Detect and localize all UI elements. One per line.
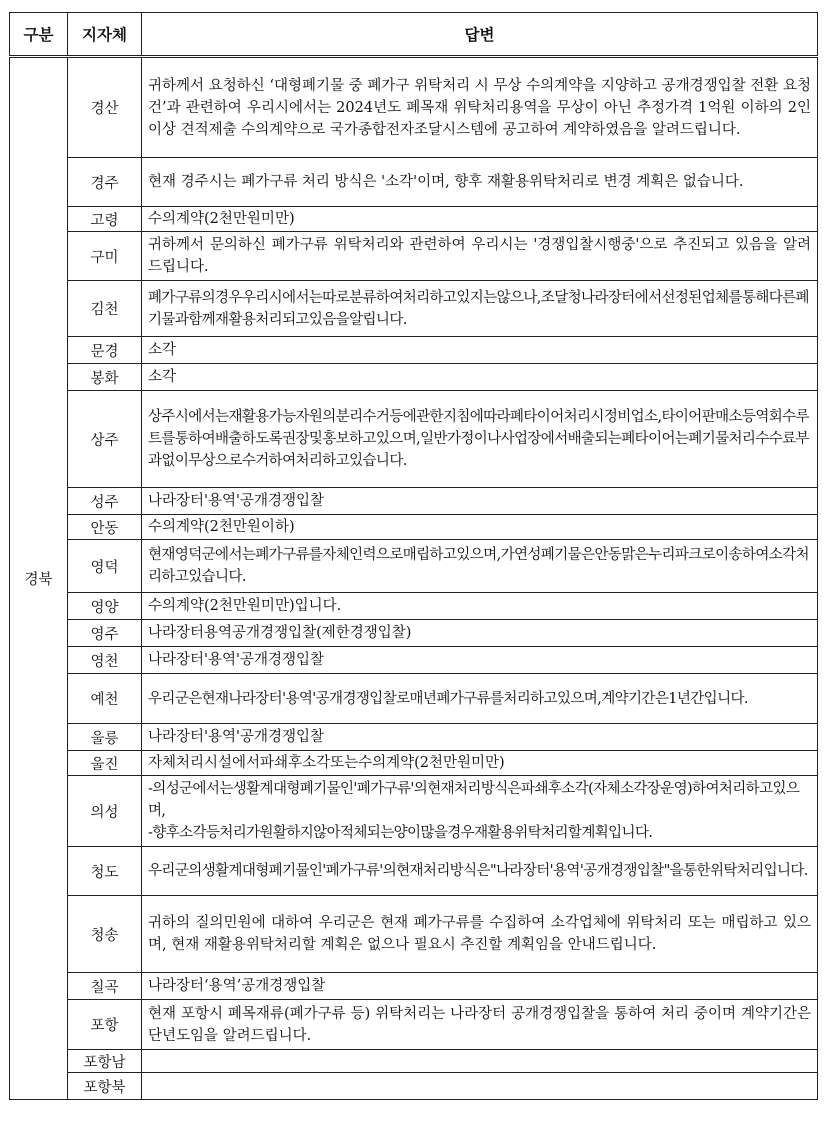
municipality-cell: 포항북	[68, 1073, 142, 1100]
table-row	[10, 1073, 818, 1100]
municipality-cell: 경주	[68, 158, 142, 207]
table-row	[10, 1050, 818, 1073]
municipality-cell: 안동	[68, 515, 142, 540]
answer-cell: 나라장터‘용역’공개경쟁입찰	[142, 973, 818, 1000]
answer-cell: 나라장터용역공개경쟁입찰(제한경쟁입찰)	[142, 620, 818, 647]
municipality-cell: 영주	[68, 620, 142, 647]
answer-cell: 나라장터'용역'공개경쟁입찰	[142, 647, 818, 674]
answer-cell: 귀하의 질의민원에 대하여 우리군은 현재 폐가구류를 수집하여 소각업체에 위탁처리 또는 매립하고 있으며, 현재 재활용위탁처리할 계획은 없으나 필요시 추진할 계획임을 안내드립니다.	[142, 896, 818, 973]
table-row	[10, 281, 818, 337]
municipality-cell: 구미	[68, 232, 142, 281]
table-row	[10, 515, 818, 540]
table-row	[10, 391, 818, 488]
municipality-cell: 문경	[68, 337, 142, 364]
answer-cell: 수의계약(2천만원미만)	[142, 207, 818, 232]
table-row	[10, 158, 818, 207]
answer-cell: 수의계약(2천만원미만)입니다.	[142, 593, 818, 620]
table-row	[10, 647, 818, 674]
header-row	[10, 13, 818, 57]
answer-cell: 우리군의생활계대형폐기물인'폐가구류'의현재처리방식은"나라장터'용역'공개경쟁입찰"을통한위탁처리입니다.	[142, 847, 818, 896]
municipality-cell: 포항	[68, 1000, 142, 1050]
answer-cell	[142, 1050, 818, 1073]
table-row	[10, 207, 818, 232]
municipality-cell: 청송	[68, 896, 142, 973]
municipality-cell: 의성	[68, 776, 142, 847]
municipality-cell: 포항남	[68, 1050, 142, 1073]
municipality-cell: 영양	[68, 593, 142, 620]
answer-cell: 소각	[142, 364, 818, 391]
answer-cell: -의성군에서는생활계대형폐기물인'폐가구류'의현재처리방식은파쇄후소각(자체소각장운영)하여처리하고있으며, -향후소각등처리가원활하지않아적체되는양이많을경우재활용위탁처리할계획입니다.	[142, 776, 818, 847]
table-row	[10, 232, 818, 281]
table-row	[10, 57, 818, 158]
table-row	[10, 776, 818, 847]
municipality-cell: 울진	[68, 751, 142, 776]
table-body	[10, 57, 818, 1100]
municipality-cell: 울릉	[68, 724, 142, 751]
answer-cell: 현재영덕군에서는폐가구류를자체인력으로매립하고있으며,가연성폐기물은안동맑은누리파크로이송하여소각처리하고있습니다.	[142, 540, 818, 593]
answer-cell: 현재 경주시는 폐가구류 처리 방식은 '소각'이며, 향후 재활용위탁처리로 변경 계획은 없습니다.	[142, 158, 818, 207]
municipality-cell: 칠곡	[68, 973, 142, 1000]
table-row	[10, 593, 818, 620]
region-cell: 경북	[10, 57, 68, 1100]
table-row	[10, 1000, 818, 1050]
answer-cell: 폐가구류의경우우리시에서는따로분류하여처리하고있지는않으나,조달청나라장터에서선정된업체를통해다른폐기물과함께재활용처리되고있음을알립니다.	[142, 281, 818, 337]
municipality-cell: 봉화	[68, 364, 142, 391]
header-category: 구분	[10, 13, 68, 57]
municipality-cell: 영덕	[68, 540, 142, 593]
table-row	[10, 620, 818, 647]
table-row	[10, 751, 818, 776]
municipality-cell: 영천	[68, 647, 142, 674]
response-table	[9, 12, 818, 1100]
answer-cell: 귀하께서 요청하신 ‘대형폐기물 중 폐가구 위탁처리 시 무상 수의계약을 지양하고 공개경쟁입찰 전환 요청 건’과 관련하여 우리시에서는 2024년도 폐목재 위탁처리용역을 무상이 아닌 추정가격 1억원 이하의 2인 이상 견적제출 수의계약으로 국가종합전자조달시스템에 공고하여 계약하였음을 알려드립니다.	[142, 57, 818, 158]
answer-cell: 소각	[142, 337, 818, 364]
municipality-cell: 고령	[68, 207, 142, 232]
municipality-cell: 김천	[68, 281, 142, 337]
municipality-cell: 예천	[68, 674, 142, 724]
table-row	[10, 724, 818, 751]
answer-cell: 자체처리시설에서파쇄후소각또는수의계약(2천만원미만)	[142, 751, 818, 776]
answer-cell: 귀하께서 문의하신 폐가구류 위탁처리와 관련하여 우리시는 '경쟁입찰시행중'으로 추진되고 있음을 알려드립니다.	[142, 232, 818, 281]
answer-cell: 현재 포항시 폐목재류(폐가구류 등) 위탁처리는 나라장터 공개경쟁입찰을 통하여 처리 중이며 계약기간은 단년도임을 알려드립니다.	[142, 1000, 818, 1050]
answer-cell: 우리군은현재나라장터'용역'공개경쟁입찰로매년폐가구류를처리하고있으며,계약기간은1년간입니다.	[142, 674, 818, 724]
table-row	[10, 896, 818, 973]
table-row	[10, 337, 818, 364]
answer-cell	[142, 1073, 818, 1100]
table-row	[10, 973, 818, 1000]
header-municipality: 지자체	[68, 13, 142, 57]
municipality-cell: 성주	[68, 488, 142, 515]
table-row	[10, 364, 818, 391]
answer-cell: 상주시에서는재활용가능자원의분리수거등에관한지침에따라폐타이어처리시정비업소,타이어판매소등역회수루트를통하여배출하도록권장및홍보하고있으며,일반가정이나사업장에서배출되는폐타이어는폐기물처리수수료부과없이무상으로수거하여처리하고있습니다.	[142, 391, 818, 488]
table-row	[10, 540, 818, 593]
answer-cell: 나라장터'용역'공개경쟁입찰	[142, 488, 818, 515]
municipality-cell: 상주	[68, 391, 142, 488]
municipality-cell: 경산	[68, 57, 142, 158]
answer-cell: 나라장터'용역'공개경쟁입찰	[142, 724, 818, 751]
municipality-cell: 청도	[68, 847, 142, 896]
answer-cell: 수의계약(2천만원이하)	[142, 515, 818, 540]
table-row	[10, 674, 818, 724]
table-row	[10, 847, 818, 896]
header-answer: 답변	[142, 13, 818, 57]
table-row	[10, 488, 818, 515]
